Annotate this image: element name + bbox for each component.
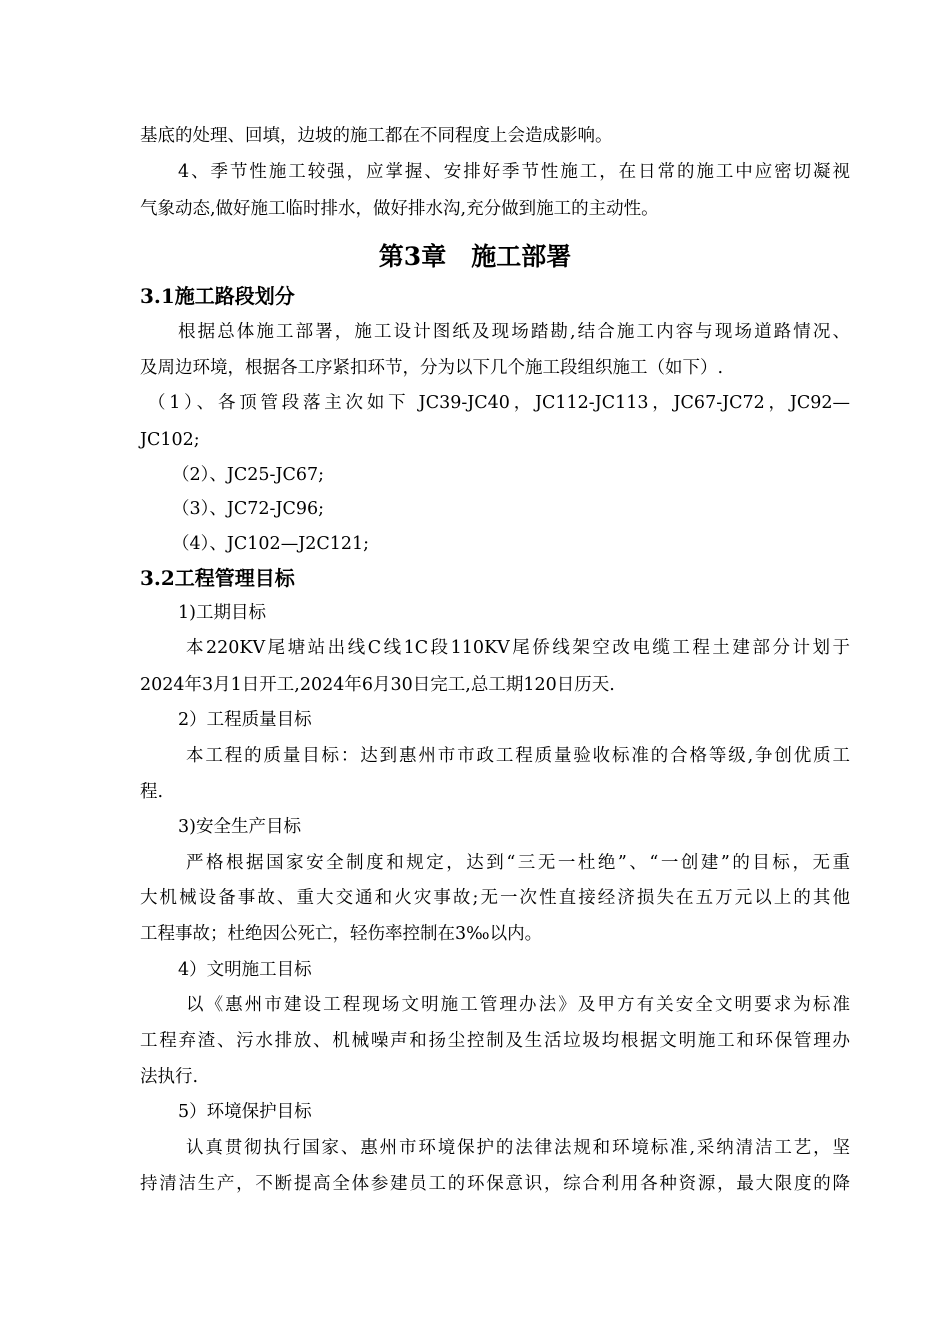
list-item: （3）、JC72-JC96; (172, 499, 325, 519)
paragraph-line: 大机械设备事故、重大交通和火灾事故;无一次性直接经济损失在五万元以上的其他 (140, 888, 850, 908)
paragraph-line: 根据总体施工部署，施工设计图纸及现场踏勘,结合施工内容与现场道路情况、 (178, 322, 850, 342)
paragraph-line: 本220KV尾塘站出线C线1C段110KV尾侨线架空改电缆工程土建部分计划于 (186, 638, 850, 658)
paragraph-line: 持清洁生产，不断提高全体参建员工的环保意识，综合利用各种资源，最大限度的降 (140, 1174, 850, 1194)
paragraph-line: 严格根据国家安全制度和规定，达到“三无一杜绝”、“一创建”的目标，无重 (186, 853, 850, 873)
paragraph-line: （1）、各顶管段落主次如下 JC39-JC40，JC112-JC113，JC67-JC72，JC92— (148, 393, 850, 413)
paragraph-line: 本工程的质量目标：达到惠州市市政工程质量验收标准的合格等级,争创优质工 (186, 746, 850, 766)
paragraph-line: 2024年3月1日开工,2024年6月30日完工,总工期120日历天. (140, 675, 615, 695)
section-heading-3-2: 3.2工程管理目标 (140, 566, 295, 590)
goal-title: 3)安全生产目标 (178, 817, 301, 837)
paragraph-line: 气象动态,做好施工临时排水，做好排水沟,充分做到施工的主动性。 (140, 199, 659, 219)
paragraph-line: 及周边环境，根据各工序紧扣环节，分为以下几个施工段组织施工（如下）. (140, 358, 724, 378)
goal-title: 5）环境保护目标 (178, 1102, 312, 1122)
section-heading-3-1: 3.1施工路段划分 (140, 284, 295, 308)
goal-title: 4）文明施工目标 (178, 960, 312, 980)
list-item: （4）、JC102—J2C121; (172, 534, 370, 554)
paragraph-line: 以《惠州市建设工程现场文明施工管理办法》及甲方有关安全文明要求为标准 (186, 995, 850, 1015)
chapter-title: 第3章 施工部署 (378, 242, 572, 271)
paragraph-line: 4、季节性施工较强，应掌握、安排好季节性施工，在日常的施工中应密切凝视 (178, 162, 850, 182)
paragraph-line: 基底的处理、回填，边坡的施工都在不同程度上会造成影响。 (140, 126, 613, 146)
paragraph-line: JC102; (140, 430, 200, 450)
paragraph-line: 程. (140, 782, 164, 802)
goal-title: 1)工期目标 (178, 603, 266, 623)
list-item: （2）、JC25-JC67; (172, 465, 325, 485)
goal-title: 2）工程质量目标 (178, 710, 312, 730)
paragraph-line: 法执行. (140, 1067, 199, 1087)
paragraph-line: 认真贯彻执行国家、惠州市环境保护的法律法规和环境标准,采纳清洁工艺，坚 (186, 1138, 850, 1158)
paragraph-line: 工程事故；杜绝因公死亡，轻伤率控制在3‰以内。 (140, 924, 543, 944)
paragraph-line: 工程弃渣、污水排放、机械噪声和扬尘控制及生活垃圾均根据文明施工和环保管理办 (140, 1031, 850, 1051)
